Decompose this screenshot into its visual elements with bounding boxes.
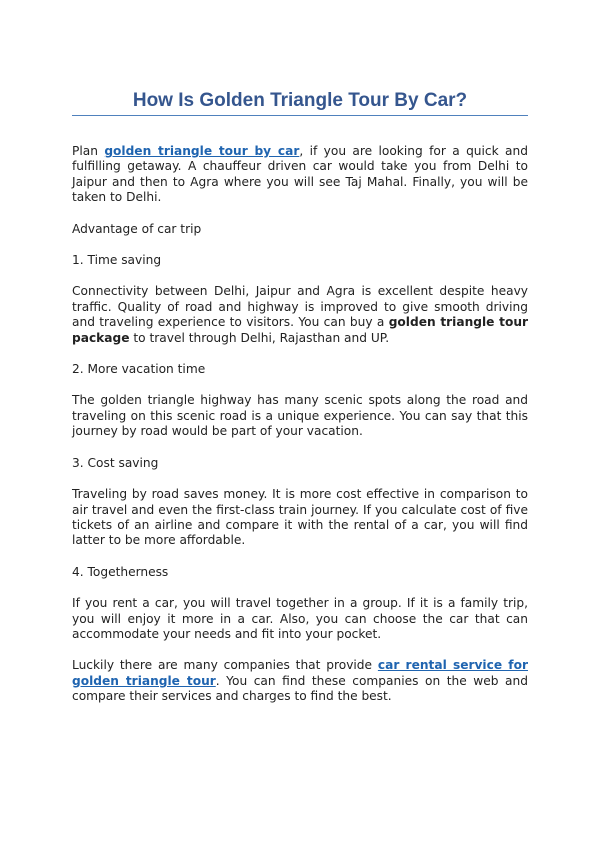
section-heading-cost-saving: 3. Cost saving [72, 455, 159, 470]
intro-text-after: , if you are looking for a quick and fulfilling getaway. A chauffeur driven car would take you from Delhi to Jaipur and then to Agra where you will see Taj Mahal. Finally, you will be taken to Delhi. [72, 144, 528, 205]
section-text-cost-saving: Traveling by road saves money. It is more cost effective in comparison to air travel and even the first-class train journey. If you calculate cost of five tickets of an airline and compare it with the rental of a car, you will find latter to be more affordable. [72, 487, 528, 548]
title-underline [72, 115, 528, 116]
section-heading-vacation-time: 2. More vacation time [72, 362, 206, 377]
page-title: How Is Golden Triangle Tour By Car? [132, 90, 468, 111]
article-body [72, 144, 528, 721]
closing-text-before: Luckily there are many companies that provide [72, 658, 378, 673]
section-text-vacation-time: The golden triangle highway has many scenic spots along the road and traveling on this scenic road is a unique experience. You can say that this journey by road would be part of your vacation. [72, 393, 528, 439]
closing-paragraph [72, 658, 528, 704]
intro-text-before: Plan [72, 144, 105, 158]
intro-paragraph [72, 144, 528, 206]
section-heading-togetherness: 4. Togetherness [72, 564, 169, 579]
section-text-time-saving [72, 284, 528, 346]
car-rental-service-link[interactable]: car rental service for golden triangle tour [72, 658, 528, 688]
closing-text-after: . You can find these companies on the web and compare their services and charges to find the best. [72, 673, 528, 704]
golden-triangle-tour-by-car-link[interactable]: golden triangle tour by car [104, 144, 300, 158]
golden-triangle-tour-package-bold: golden triangle tour package [72, 315, 529, 345]
advantage-heading: Advantage of car trip [72, 221, 202, 236]
time-saving-text-before: Connectivity between Delhi, Jaipur and Agra is excellent despite heavy traffic. Quality of road and highway is improved to give smooth driving and traveling experience to visitors. You can buy a [72, 284, 528, 330]
section-text-togetherness: If you rent a car, you will travel together in a group. If it is a family trip, you will enjoy it more in a car. Also, you can choose the car that can accommodate your needs and fit into your pocket. [72, 596, 528, 641]
time-saving-text-after: to travel through Delhi, Rajasthan and UP. [129, 330, 390, 345]
section-heading-time-saving: 1. Time saving [72, 253, 162, 268]
